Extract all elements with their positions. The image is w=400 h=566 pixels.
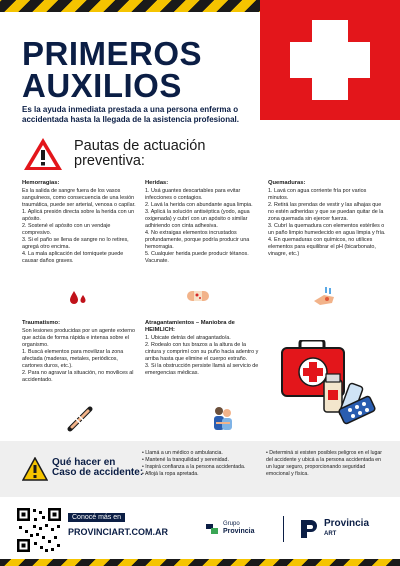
- section-title: Heridas:: [145, 180, 169, 186]
- grupo-provincia-logo: [205, 521, 255, 535]
- hazard-stripe-bottom: [0, 559, 400, 566]
- provincia-logo-icon: [300, 519, 318, 539]
- first-aid-kit-icon: [280, 340, 385, 430]
- footer-divider: [283, 516, 284, 542]
- list-item: 4. En quemaduras con químicos, no utilices elementos para equilibrar el pH (bicarbonato, vinagre, etc.): [268, 237, 376, 257]
- section-title: Hemorragias:: [22, 180, 60, 186]
- subtitle: Es la ayuda inmediata prestada a una persona enferma o accidentada hasta la llegada de la asistencia profesional.: [22, 105, 239, 124]
- section-hemorragias: [22, 180, 140, 265]
- website-link[interactable]: [68, 506, 168, 537]
- provincia-line-2: ART: [324, 531, 337, 537]
- section-atragantamientos: [145, 320, 263, 377]
- list-item: 1. Buscá elementos para movilizar la zona afectada (maderas, metales, periódicos, cartones duros, etc.).: [22, 349, 124, 369]
- list-item: 3. Si la obstrucción persiste llamá al servicio de emergencias médicas.: [145, 363, 259, 376]
- list-item: 1. Ubicate detrás del atragantado/a.: [145, 335, 231, 341]
- title-line-2: AUXILIOS: [22, 67, 182, 104]
- caution-icon: [22, 457, 48, 481]
- list-item: 3. Cubrí la quemadura con elementos estériles o un paño limpio humedecido en agua limpia y fría.: [268, 223, 386, 236]
- red-cross-icon: [260, 0, 400, 120]
- website-rest: .COM.AR: [129, 527, 169, 537]
- list-item: 3. Si el paño se llena de sangre no lo retires, agregá otro encima.: [22, 237, 129, 250]
- pautas-line-2: preventiva:: [74, 153, 145, 169]
- list-item: 2. Sostené el apósito con un vendaje compresivo.: [22, 223, 111, 236]
- list-item: • Llamá a un médico o ambulancia.: [142, 450, 223, 456]
- pautas-line-1: Pautas de actuación: [74, 138, 206, 154]
- list-item: • Aflojá la ropa apretada.: [142, 471, 199, 477]
- list-item: 1. Usá guantes descartables para evitar infecciones o contagios.: [145, 188, 241, 201]
- list-item: 2. Lavá la herida con abundante agua limpia.: [145, 202, 253, 208]
- section-quemaduras: [268, 180, 386, 258]
- que-hacer-line-2: Caso de accidente:: [52, 467, 144, 478]
- pautas-heading: [22, 136, 205, 172]
- list-item: 3. Aplicá la solución antiséptica (yodo, agua oxigenada) y cubrí con un apósito o similar adhiriendo con cinta adhesiva.: [145, 209, 250, 229]
- website-bold: PROVINCIART: [68, 527, 130, 537]
- list-item: 2. Para no agravar la situación, no movilices al accidentado.: [22, 370, 134, 383]
- list-item: 2. Rodealo con tus brazos a la altura de la cintura y comprimí con su puño hacia adentro y arriba hasta que elimine el cuerpo extraño.: [145, 342, 259, 362]
- title-line-1: PRIMEROS: [22, 35, 203, 72]
- grupo-line-2: Provincia: [223, 528, 255, 535]
- wound-icon: [185, 285, 211, 307]
- grupo-logo-icon: [205, 521, 219, 535]
- burn-hand-icon: [312, 285, 340, 309]
- section-title: Traumatismo:: [22, 320, 61, 326]
- section-traumatismo: [22, 320, 140, 384]
- provincia-line-1: Provincia: [324, 518, 370, 529]
- list-item: 5. Cualquier herida puede producir tétanos. Vacunate.: [145, 251, 249, 264]
- warning-icon: [22, 136, 64, 172]
- list-item: • Determiná si existen posibles peligros en el lugar del accidente y ubicá a la persona accidentada en un lugar seguro, proporcionando seguridad emocional y física.: [266, 450, 382, 477]
- que-hacer-line-1: Qué hacer en: [52, 457, 116, 468]
- list-item: • Inspirá confianza a la persona accidentada.: [142, 464, 246, 470]
- list-item: 1. Aplicá presión directa sobre la herida con un apósito.: [22, 209, 135, 222]
- que-hacer-list-1: [142, 450, 260, 478]
- section-heridas: [145, 180, 263, 265]
- heimlich-icon: [208, 405, 238, 433]
- list-item: 4. No extraigas elementos incrustados profundamente, porque podría producir una hemorragia.: [145, 230, 250, 250]
- list-item: • Mantené la tranquilidad y serenidad.: [142, 457, 229, 463]
- section-body: Son lesiones producidas por un agente externo que actúa de forma rápida e intensa sobre el organismo.: [22, 328, 135, 348]
- splint-arm-icon: [66, 405, 96, 433]
- list-item: 4. La mala aplicación del torniquete puede causar daños graves.: [22, 251, 124, 264]
- que-hacer-list-2: [266, 450, 386, 478]
- section-body: Es la salida de sangre fuera de los vasos sanguíneos, como consecuencia de una lesión traumática, puede ser arterial, venosa o capilar.: [22, 188, 136, 208]
- qr-code[interactable]: [15, 506, 63, 554]
- section-title: Quemaduras:: [268, 180, 306, 186]
- conoce-label: Conocé más en: [68, 513, 125, 522]
- grupo-line-1: Grupo: [223, 521, 240, 527]
- list-item: 2. Retirá las prendas de vestir y las alhajas que no estén adheridas y que se puedan quitar de la zona quemada sin ejercer fuerza.: [268, 202, 384, 222]
- page-title: [22, 35, 262, 104]
- list-item: 1. Lavá con agua corriente fría por varios minutos.: [268, 188, 367, 201]
- section-title: Atragantamientos – Maniobra de HEIMLICH:: [145, 320, 235, 333]
- blood-drops-icon: [68, 290, 88, 306]
- que-hacer-title: [52, 458, 143, 478]
- website-url: [68, 527, 168, 537]
- provincia-art-logo: [300, 519, 369, 539]
